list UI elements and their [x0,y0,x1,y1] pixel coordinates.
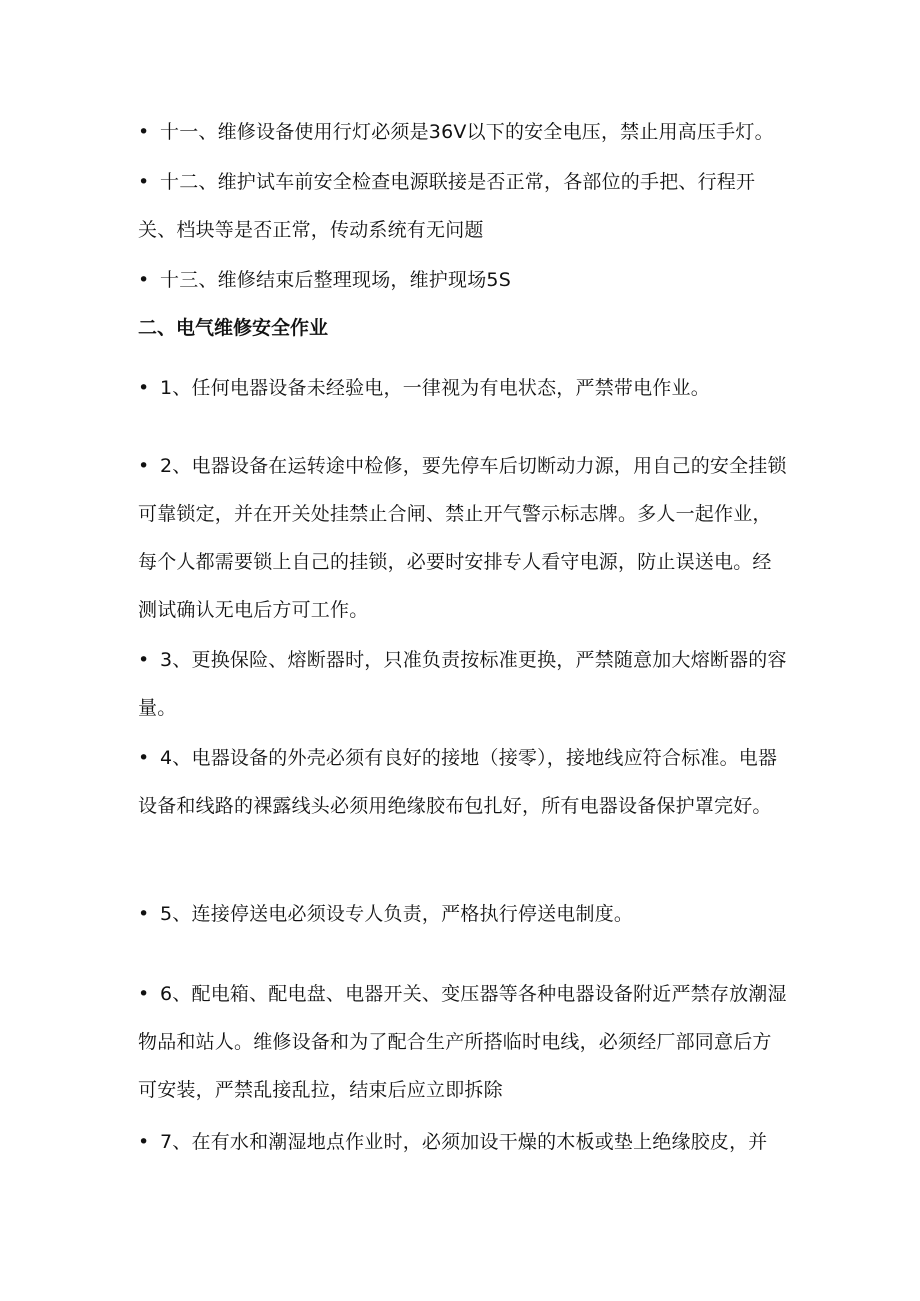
list-item-text: 4、电器设备的外壳必须有良好的接地（接零），接地线应符合标准。电器设备和线路的裸露线头必须用绝缘胶布包扎好，所有电器设备保护罩完好。 [138,747,778,817]
list-item [138,158,788,254]
bullet-icon: • [138,903,150,925]
list-item [138,890,788,938]
bullet-icon: • [138,377,150,399]
bullet-icon: • [138,747,150,769]
list-item [138,1118,788,1166]
bullet-icon: • [138,121,150,143]
list-item-text: 3、更换保险、熔断器时，只准负责按标准更换，严禁随意加大熔断器的容量。 [138,649,787,719]
bullet-icon: • [138,983,150,1005]
list-item-text: 十三、维修结束后整理现场，维护现场5S [160,269,511,291]
list-item [138,108,788,156]
list-item-text: 6、配电箱、配电盘、电器开关、变压器等各种电器设备附近严禁存放潮湿物品和站人。维修设备和为了配合生产所搭临时电线，必须经厂部同意后方可安装，严禁乱接乱拉，结束后应立即拆除 [138,983,787,1101]
list-item [138,256,788,304]
list-item [138,970,788,1114]
bullet-icon: • [138,1131,150,1153]
list-item [138,364,788,412]
list-item [138,636,788,732]
list-item [138,442,788,634]
bullet-icon: • [138,649,150,671]
bullet-icon: • [138,171,150,193]
list-item [138,734,788,830]
list-item-text: 2、电器设备在运转途中检修，要先停车后切断动力源，用自己的安全挂锁可靠锁定，并在开关处挂禁止合闸、禁止开气警示标志牌。多人一起作业，每个人都需要锁上自己的挂锁，必要时安排专人看守电源，防止误送电。经测试确认无电后方可工作。 [138,455,787,621]
list-item-text: 十一、维修设备使用行灯必须是36V以下的安全电压，禁止用高压手灯。 [160,121,774,143]
list-item-text: 5、连接停送电必须设专人负责，严格执行停送电制度。 [160,903,634,925]
bullet-icon: • [138,455,150,477]
list-item-text: 十二、维护试车前安全检查电源联接是否正常，各部位的手把、行程开关、档块等是否正常，传动系统有无问题 [138,171,756,241]
list-item-text: 7、在有水和潮湿地点作业时，必须加设干燥的木板或垫上绝缘胶皮，并 [160,1131,768,1153]
list-item-text: 1、任何电器设备未经验电，一律视为有电状态，严禁带电作业。 [160,377,710,399]
section-heading: 二、电气维修安全作业 [138,317,329,339]
bullet-icon: • [138,269,150,291]
